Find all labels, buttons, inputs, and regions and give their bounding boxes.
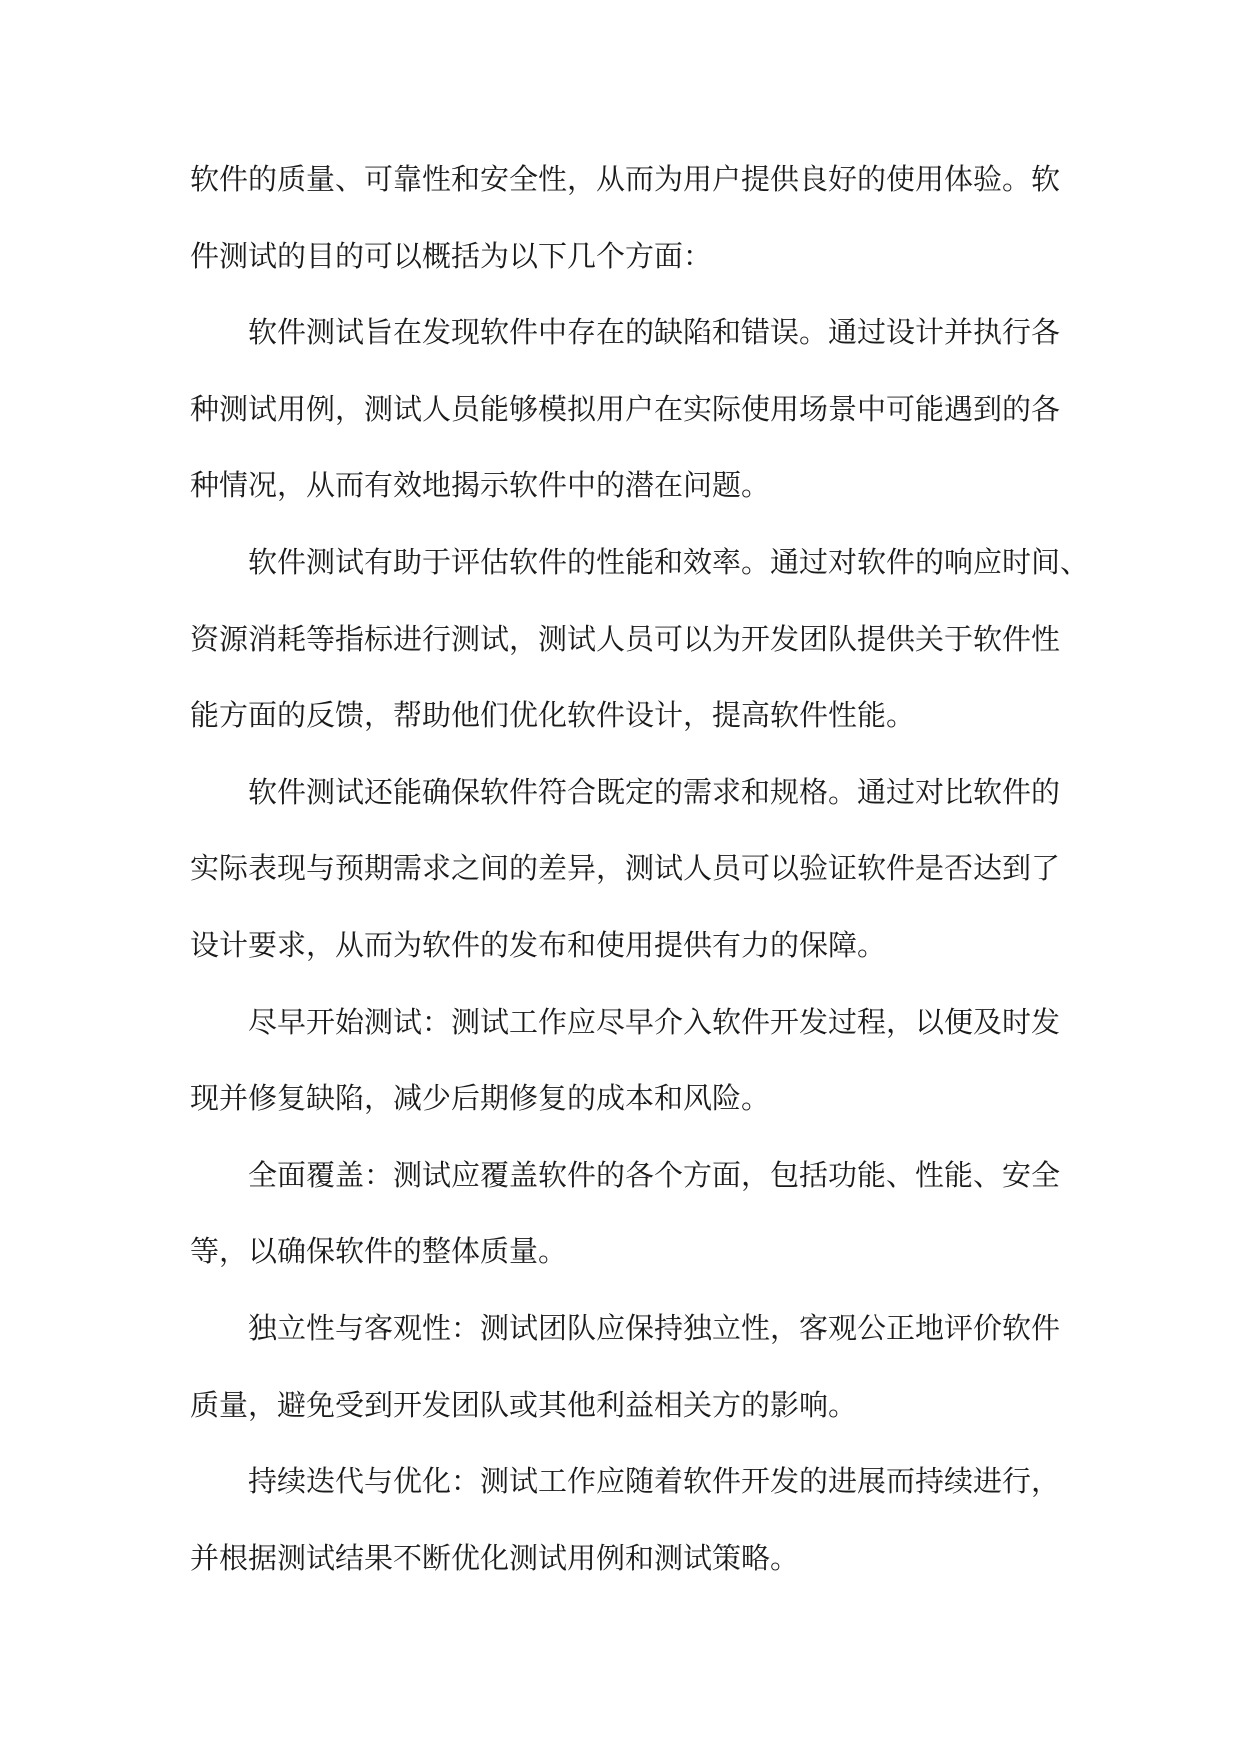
paragraph-start-line: 独立性与客观性：测试团队应保持独立性，客观公正地评价软件 [248, 1310, 1061, 1345]
text-line: 现并修复缺陷，减少后期修复的成本和风险。 [190, 1081, 771, 1116]
text-line: 设计要求，从而为软件的发布和使用提供有力的保障。 [190, 927, 887, 962]
paragraph-start-line: 尽早开始测试：测试工作应尽早介入软件开发过程，以便及时发 [248, 1004, 1061, 1039]
text-line: 质量，避免受到开发团队或其他利益相关方的影响。 [190, 1387, 858, 1422]
text-line: 资源消耗等指标进行测试，测试人员可以为开发团队提供关于软件性 [190, 621, 1061, 656]
paragraph-start-line: 持续迭代与优化：测试工作应随着软件开发的进展而持续进行， [248, 1464, 1061, 1499]
text-line: 软件的质量、可靠性和安全性，从而为用户提供良好的使用体验。软 [190, 162, 1061, 196]
paragraph-start-line: 软件测试有助于评估软件的性能和效率。通过对软件的响应时间、 [248, 544, 1090, 579]
document-body [190, 141, 1090, 1596]
text-line: 能方面的反馈，帮助他们优化软件设计，提高软件性能。 [190, 698, 916, 733]
text-line: 等，以确保软件的整体质量。 [190, 1234, 568, 1269]
paragraph-start-line: 软件测试旨在发现软件中存在的缺陷和错误。通过设计并执行各 [248, 315, 1061, 350]
paragraph-start-line: 全面覆盖：测试应覆盖软件的各个方面，包括功能、性能、安全 [248, 1157, 1061, 1192]
paragraph-start-line: 软件测试还能确保软件符合既定的需求和规格。通过对比软件的 [248, 774, 1061, 809]
text-line: 种情况，从而有效地揭示软件中的潜在问题。 [190, 468, 771, 503]
text-line: 件测试的目的可以概括为以下几个方面： [190, 238, 713, 273]
text-line: 种测试用例，测试人员能够模拟用户在实际使用场景中可能遇到的各 [190, 391, 1061, 426]
text-line: 实际表现与预期需求之间的差异，测试人员可以验证软件是否达到了 [190, 851, 1061, 886]
text-line: 并根据测试结果不断优化测试用例和测试策略。 [190, 1540, 800, 1575]
